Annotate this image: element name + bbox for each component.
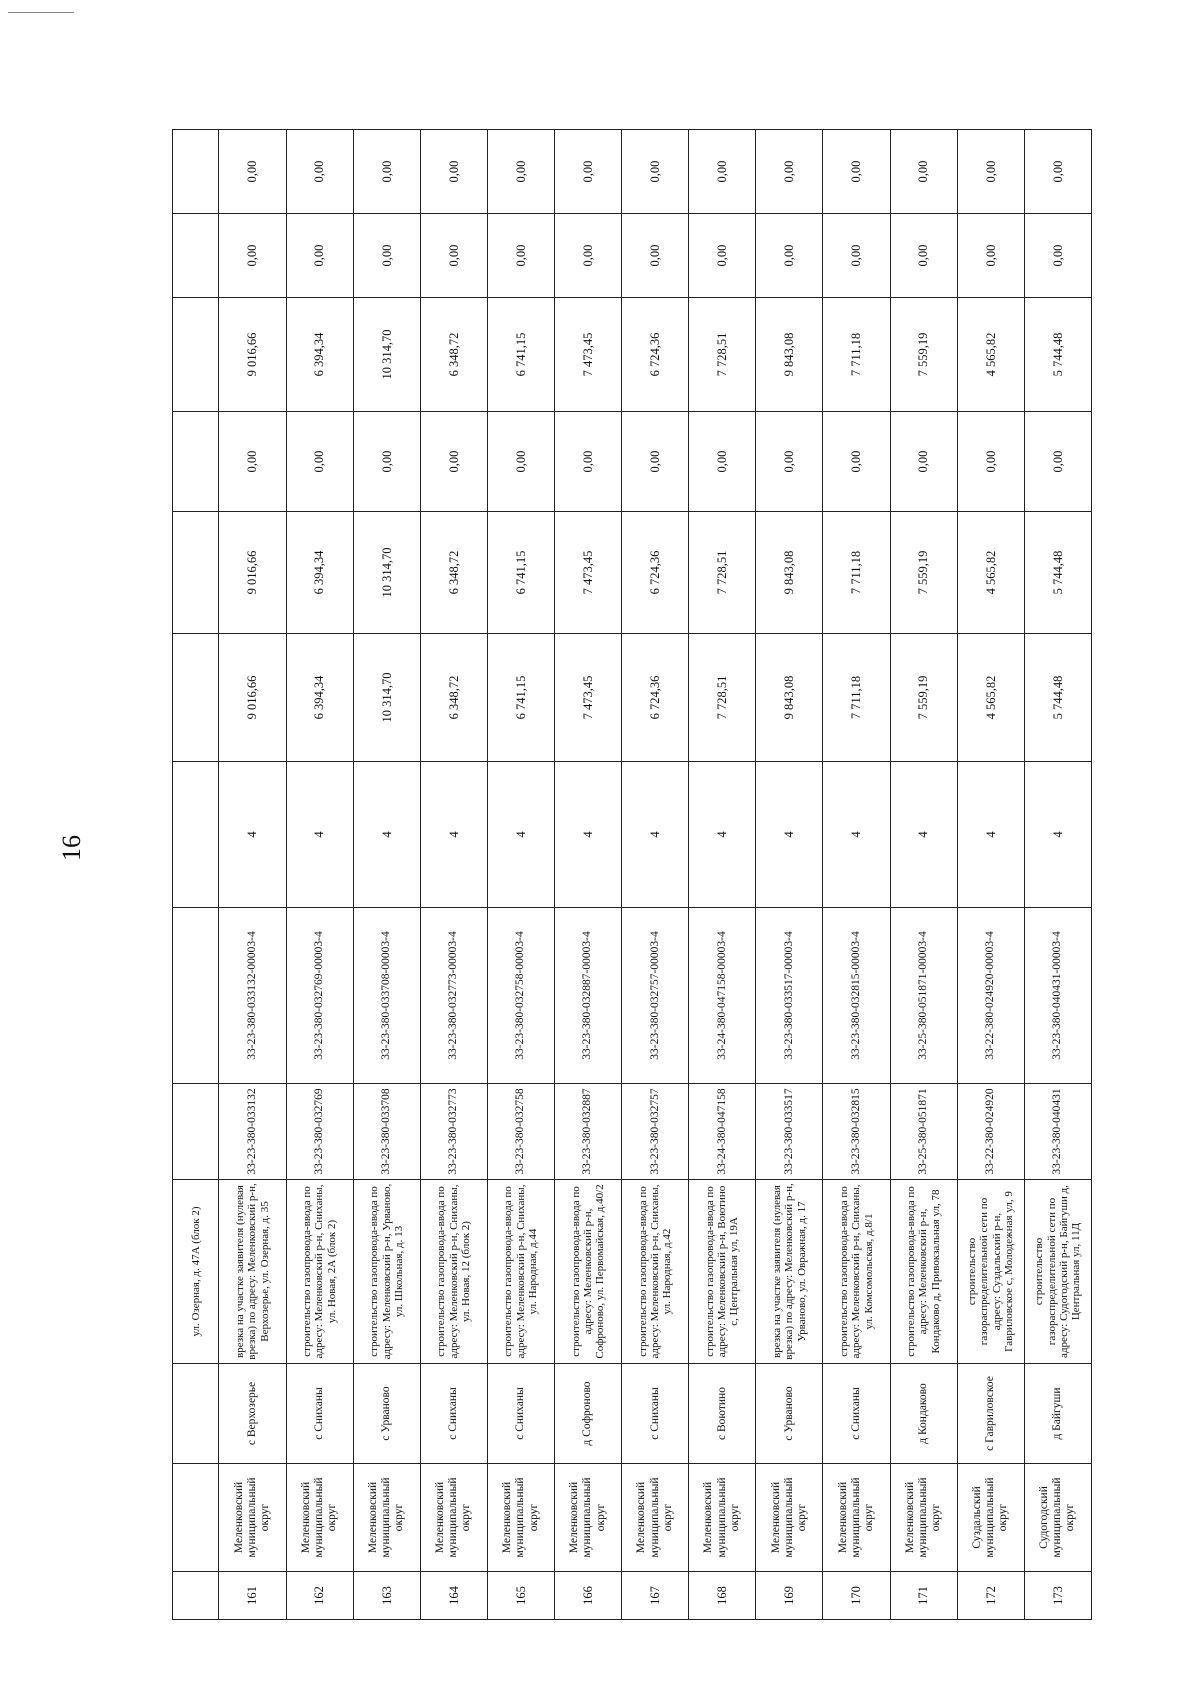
table-row-continuation [173,130,219,1620]
cell-v5: 0,00 [555,214,622,298]
cell-district: Меленковский муниципальный округ [689,1464,756,1572]
cell-v5: 0,00 [823,214,890,298]
cell-v5: 0,00 [286,214,353,298]
cell-work: врезка на участке заявителя (нулевая врезка) по адресу: Меленковский р-н, Урваново, ул. Овражная, д. 17 [756,1180,823,1364]
scan-edge-mark [8,12,74,13]
cell-category: 4 [1024,762,1091,908]
table-row [823,130,890,1620]
cell-v5: 0,00 [353,214,420,298]
page-number: 16 [57,835,86,861]
cell-district: Меленковский муниципальный округ [420,1464,487,1572]
cell-num: 167 [622,1572,689,1620]
cell-v4: 7 728,51 [689,298,756,412]
cell-work: строительство газопровода-ввода по адресу: Меленковский р-н, Урваново, ул. Школьная, д. 13 [353,1180,420,1364]
cell-v1: 7 711,18 [823,634,890,762]
cell-work: строительство газопровода-ввода по адресу: Меленковский р-н, Сниханы, ул. Новая, 12 (блок 2) [420,1180,487,1364]
cell-work: врезка на участке заявителя (нулевая врезка) по адресу: Меленковский р-н, Верхозерье, ул. Озерная, д. 35 [219,1180,286,1364]
cell-v2: 7 559,19 [890,512,957,634]
cell-cadastral: 33-23-380-032769 [286,1084,353,1180]
cell-code: 33-25-380-051871-00003-4 [890,908,957,1084]
cell-district: Меленковский муниципальный округ [622,1464,689,1572]
cell-v1: 7 559,19 [890,634,957,762]
cell-category [173,762,219,908]
cell-work: строительство газораспределительной сети по адресу: Суздальский р-н, Гавриловское с, Молодежная ул, 9 [957,1180,1024,1364]
cell-settlement: д Байгуши [1024,1364,1091,1464]
cell-v2: 7 728,51 [689,512,756,634]
table-row [689,130,756,1620]
cell-category: 4 [823,762,890,908]
cell-category: 4 [353,762,420,908]
cell-v1: 5 744,48 [1024,634,1091,762]
cell-cadastral: 33-23-380-032757 [622,1084,689,1180]
cell-v2: 10 314,70 [353,512,420,634]
cell-settlement: д Кондаково [890,1364,957,1464]
cell-category: 4 [622,762,689,908]
cell-district [173,1464,219,1572]
cell-num: 172 [957,1572,1024,1620]
cell-code: 33-24-380-047158-00003-4 [689,908,756,1084]
cell-category: 4 [756,762,823,908]
table-row [353,130,420,1620]
cell-v2: 9 843,08 [756,512,823,634]
cell-v3: 0,00 [823,412,890,512]
cell-code: 33-23-380-032773-00003-4 [420,908,487,1084]
cell-v4: 6 724,36 [622,298,689,412]
cell-v3: 0,00 [689,412,756,512]
cell-num: 168 [689,1572,756,1620]
cell-num: 169 [756,1572,823,1620]
cell-v1: 10 314,70 [353,634,420,762]
cell-cadastral: 33-23-380-032773 [420,1084,487,1180]
cell-v1: 9 843,08 [756,634,823,762]
cell-cadastral: 33-22-380-024920 [957,1084,1024,1180]
cell-category: 4 [487,762,554,908]
cell-v4: 10 314,70 [353,298,420,412]
cell-code [173,908,219,1084]
cell-v3: 0,00 [219,412,286,512]
cell-settlement: с Верхозерье [219,1364,286,1464]
table-row [487,130,554,1620]
cell-settlement: с Сниханы [420,1364,487,1464]
cell-work: строительство газопровода-ввода по адресу: Меленковский р-н, Воютино с, Центральная ул, 19А [689,1180,756,1364]
cell-cadastral: 33-23-380-040431 [1024,1084,1091,1180]
cell-v4: 6 741,15 [487,298,554,412]
cell-category: 4 [890,762,957,908]
cell-v5: 0,00 [689,214,756,298]
cell-v1: 6 348,72 [420,634,487,762]
cell-num [173,1572,219,1620]
cell-v1: 9 016,66 [219,634,286,762]
cell-settlement: д Софроново [555,1364,622,1464]
cell-category: 4 [219,762,286,908]
cell-work: строительство газопровода-ввода по адресу: Меленковский р-н, Софроново, ул. Первомайская, д.40/2 [555,1180,622,1364]
cell-work: строительство газораспределительной сети по адресу: Судогодский р-н, Байгуши д, Центральная ул, 11Д [1024,1180,1091,1364]
cell-cadastral: 33-24-380-047158 [689,1084,756,1180]
cell-v3: 0,00 [1024,412,1091,512]
cell-v4 [173,298,219,412]
cell-v5 [173,214,219,298]
cell-district: Меленковский муниципальный округ [487,1464,554,1572]
cell-v1: 6 394,34 [286,634,353,762]
cell-v1: 6 724,36 [622,634,689,762]
register-table [172,129,1092,1620]
cell-v6: 0,00 [219,130,286,214]
rotated-table-container [172,160,1092,1620]
cell-v2: 6 394,34 [286,512,353,634]
cell-district: Меленковский муниципальный округ [219,1464,286,1572]
cell-settlement: с Сниханы [286,1364,353,1464]
cell-settlement: с Воютино [689,1364,756,1464]
cell-v2: 5 744,48 [1024,512,1091,634]
cell-cadastral [173,1084,219,1180]
cell-v4: 5 744,48 [1024,298,1091,412]
cell-code: 33-23-380-032815-00003-4 [823,908,890,1084]
cell-code: 33-23-380-032758-00003-4 [487,908,554,1084]
cell-v5: 0,00 [420,214,487,298]
table-row [957,130,1024,1620]
cell-v4: 7 473,45 [555,298,622,412]
cell-code: 33-23-380-033132-00003-4 [219,908,286,1084]
cell-district: Меленковский муниципальный округ [353,1464,420,1572]
cell-v6: 0,00 [957,130,1024,214]
cell-v1: 4 565,82 [957,634,1024,762]
cell-v1: 7 728,51 [689,634,756,762]
cell-cadastral: 33-23-380-033517 [756,1084,823,1180]
cell-code: 33-23-380-033517-00003-4 [756,908,823,1084]
cell-work: строительство газопровода-ввода по адресу: Меленковский р-н, Сниханы, ул. Комсомольская, д.8/1 [823,1180,890,1364]
table-row [286,130,353,1620]
cell-district: Меленковский муниципальный округ [756,1464,823,1572]
cell-v2 [173,512,219,634]
cell-v3: 0,00 [487,412,554,512]
cell-settlement [173,1364,219,1464]
cell-district: Меленковский муниципальный округ [555,1464,622,1572]
cell-v5: 0,00 [219,214,286,298]
cell-v6: 0,00 [555,130,622,214]
cell-v2: 9 016,66 [219,512,286,634]
cell-work: строительство газопровода-ввода по адресу: Меленковский р-н, Кондаково д, Привокзальная ул, 78 [890,1180,957,1364]
cell-district: Меленковский муниципальный округ [890,1464,957,1572]
cell-work: строительство газопровода-ввода по адресу: Меленковский р-н, Сниханы, ул. Народная, д.44 [487,1180,554,1364]
table-row [1024,130,1091,1620]
cell-work: строительство газопровода-ввода по адресу: Меленковский р-н, Сниханы, ул. Новая, 2А (блок 2) [286,1180,353,1364]
cell-v2: 6 724,36 [622,512,689,634]
cell-num: 163 [353,1572,420,1620]
cell-v4: 6 394,34 [286,298,353,412]
cell-code: 33-23-380-032757-00003-4 [622,908,689,1084]
cell-code: 33-23-380-040431-00003-4 [1024,908,1091,1084]
cell-num: 162 [286,1572,353,1620]
cell-settlement: с Сниханы [487,1364,554,1464]
cell-settlement: с Гавриловское [957,1364,1024,1464]
cell-v3: 0,00 [622,412,689,512]
cell-category: 4 [555,762,622,908]
cell-code: 33-23-380-033708-00003-4 [353,908,420,1084]
cell-v6: 0,00 [689,130,756,214]
cell-category: 4 [420,762,487,908]
cell-v5: 0,00 [1024,214,1091,298]
cell-v1: 6 741,15 [487,634,554,762]
cell-district: Судогодский муниципальный округ [1024,1464,1091,1572]
table-row [622,130,689,1620]
cell-v2: 4 565,82 [957,512,1024,634]
cell-v2: 6 741,15 [487,512,554,634]
cell-num: 173 [1024,1572,1091,1620]
cell-v3: 0,00 [420,412,487,512]
cell-num: 161 [219,1572,286,1620]
cell-cadastral: 33-23-380-032815 [823,1084,890,1180]
cell-v4: 4 565,82 [957,298,1024,412]
cell-settlement: с Урваново [756,1364,823,1464]
cell-v3: 0,00 [890,412,957,512]
cell-cadastral: 33-23-380-032758 [487,1084,554,1180]
cell-v4: 6 348,72 [420,298,487,412]
cell-v5: 0,00 [890,214,957,298]
table-row [555,130,622,1620]
cell-v4: 9 016,66 [219,298,286,412]
cell-v6: 0,00 [890,130,957,214]
cell-v6: 0,00 [353,130,420,214]
cell-v6: 0,00 [487,130,554,214]
cell-v2: 6 348,72 [420,512,487,634]
cell-settlement: с Сниханы [622,1364,689,1464]
cell-v4: 7 559,19 [890,298,957,412]
cell-v4: 9 843,08 [756,298,823,412]
cell-v2: 7 473,45 [555,512,622,634]
cell-v5: 0,00 [622,214,689,298]
cell-v6: 0,00 [286,130,353,214]
cell-cadastral: 33-23-380-032887 [555,1084,622,1180]
cell-v3: 0,00 [353,412,420,512]
table-row [756,130,823,1620]
cell-v6: 0,00 [823,130,890,214]
cell-v1: 7 473,45 [555,634,622,762]
cell-district: Суздальский муниципальный округ [957,1464,1024,1572]
cell-code: 33-22-380-024920-00003-4 [957,908,1024,1084]
cell-v5: 0,00 [957,214,1024,298]
cell-code: 33-23-380-032769-00003-4 [286,908,353,1084]
cell-v5: 0,00 [487,214,554,298]
table-row [219,130,286,1620]
cell-v6: 0,00 [420,130,487,214]
cell-work: ул. Озерная, д. 47А (блок 2) [173,1180,219,1364]
table-row [890,130,957,1620]
cell-v3: 0,00 [286,412,353,512]
cell-district: Меленковский муниципальный округ [286,1464,353,1572]
cell-v6: 0,00 [1024,130,1091,214]
cell-v3: 0,00 [555,412,622,512]
cell-category: 4 [957,762,1024,908]
table-row [420,130,487,1620]
cell-v2: 7 711,18 [823,512,890,634]
cell-category: 4 [286,762,353,908]
cell-num: 171 [890,1572,957,1620]
cell-v3 [173,412,219,512]
cell-category: 4 [689,762,756,908]
cell-cadastral: 33-23-380-033132 [219,1084,286,1180]
cell-v1 [173,634,219,762]
cell-num: 165 [487,1572,554,1620]
cell-settlement: с Урваново [353,1364,420,1464]
cell-district: Меленковский муниципальный округ [823,1464,890,1572]
cell-num: 170 [823,1572,890,1620]
cell-v6: 0,00 [622,130,689,214]
cell-num: 166 [555,1572,622,1620]
cell-cadastral: 33-23-380-033708 [353,1084,420,1180]
cell-v4: 7 711,18 [823,298,890,412]
cell-work: строительство газопровода-ввода по адресу: Меленковский р-н, Сниханы, ул. Народная, д.42 [622,1180,689,1364]
cell-v6: 0,00 [756,130,823,214]
cell-v3: 0,00 [957,412,1024,512]
cell-cadastral: 33-25-380-051871 [890,1084,957,1180]
cell-v6 [173,130,219,214]
cell-num: 164 [420,1572,487,1620]
cell-v3: 0,00 [756,412,823,512]
cell-code: 33-23-380-032887-00003-4 [555,908,622,1084]
cell-settlement: с Сниханы [823,1364,890,1464]
cell-v5: 0,00 [756,214,823,298]
